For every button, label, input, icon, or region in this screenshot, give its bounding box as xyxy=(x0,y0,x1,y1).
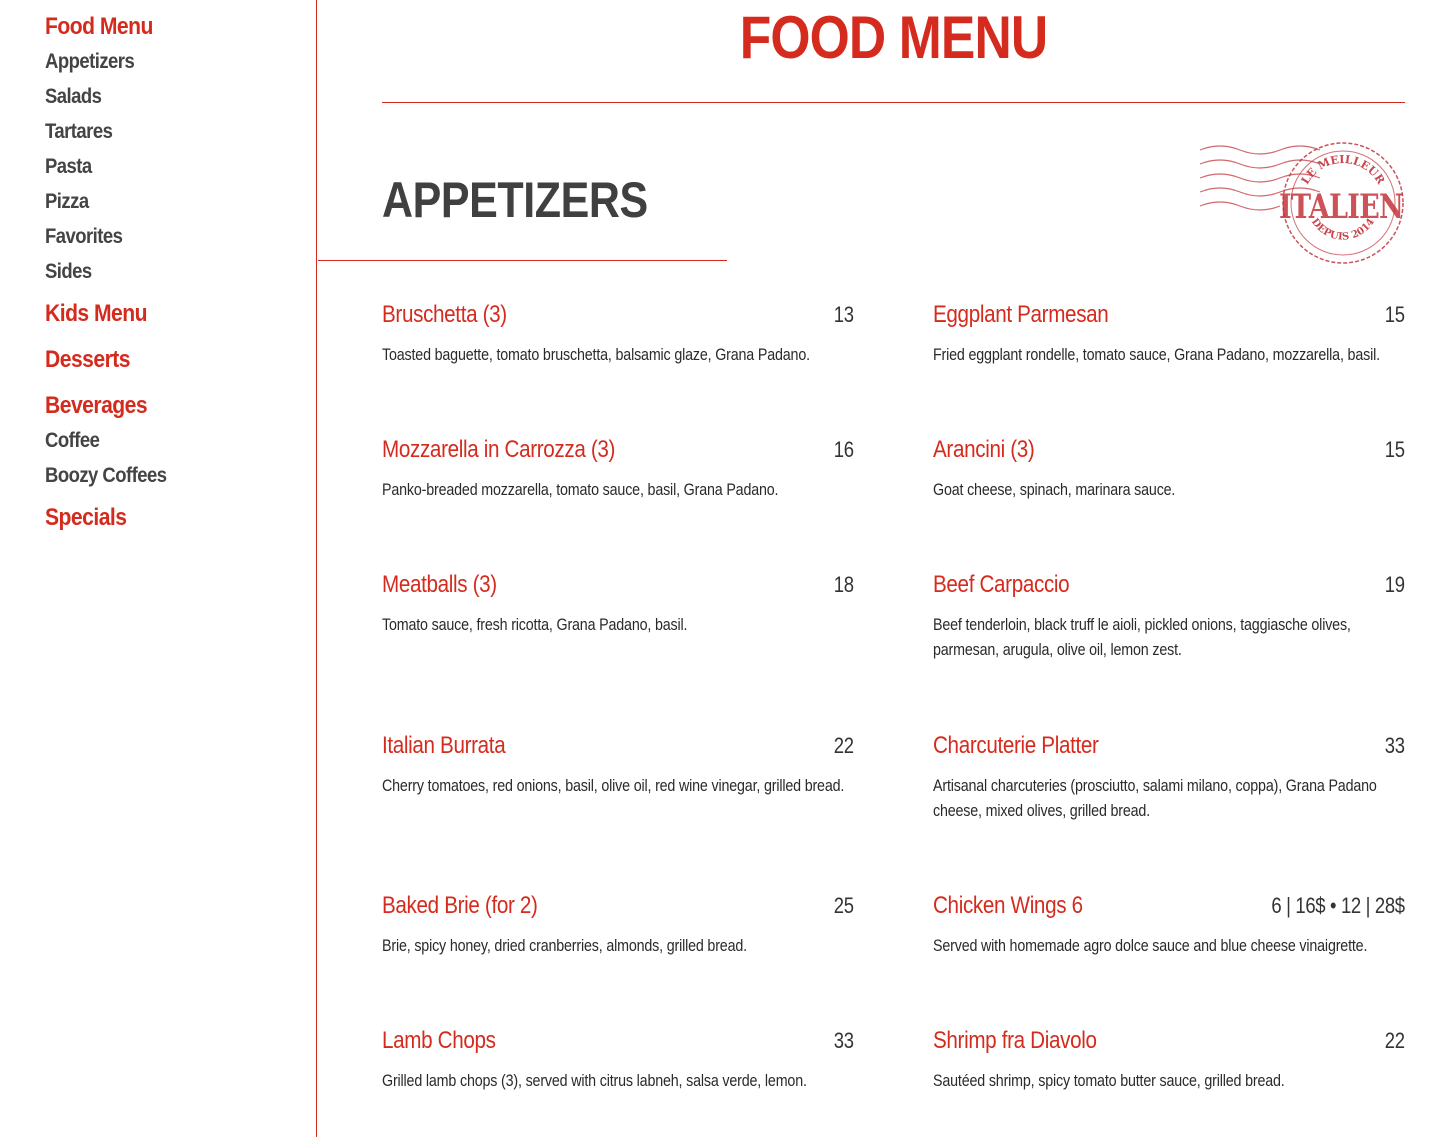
menu-item-price: 15 xyxy=(1385,302,1405,327)
menu-item-price: 19 xyxy=(1385,572,1405,597)
nav-item-sides[interactable]: Sides xyxy=(45,260,92,283)
menu-item-name: Arancini (3) xyxy=(933,436,1035,463)
nav-section-food-menu[interactable]: Food Menu xyxy=(45,13,153,40)
menu-item-name: Baked Brie (for 2) xyxy=(382,892,538,919)
title-divider xyxy=(382,102,1405,103)
menu-item xyxy=(382,1024,854,1093)
menu-item-price: 22 xyxy=(834,733,854,758)
menu-item-name: Charcuterie Platter xyxy=(933,732,1099,759)
nav-section-desserts[interactable]: Desserts xyxy=(45,346,131,373)
svg-text:LE MEILLEUR xyxy=(1299,153,1388,187)
menu-item-price: 33 xyxy=(1385,733,1405,758)
menu-item xyxy=(382,298,854,367)
menu-item-price: 22 xyxy=(1385,1028,1405,1053)
menu-item-name: Beef Carpaccio xyxy=(933,571,1070,598)
menu-item xyxy=(933,433,1405,502)
sidebar-nav xyxy=(0,0,317,1137)
menu-item-price: 18 xyxy=(834,572,854,597)
menu-item-name: Bruschetta (3) xyxy=(382,301,507,328)
menu-item-description: Cherry tomatoes, red onions, basil, olive oil, red wine vinegar, grilled bread. xyxy=(382,776,845,795)
menu-item-description: Artisanal charcuteries (prosciutto, salami milano, coppa), Grana Padano cheese, mixed olives, grilled bread. xyxy=(933,776,1377,820)
menu-item-name: Meatballs (3) xyxy=(382,571,497,598)
menu-item xyxy=(382,568,854,637)
menu-item xyxy=(382,889,854,958)
menu-item-description: Panko-breaded mozzarella, tomato sauce, basil, Grana Padano. xyxy=(382,480,779,499)
menu-item-price: 16 xyxy=(834,437,854,462)
stamp-top-text: LE MEILLEUR xyxy=(1298,152,1388,187)
stamp-main-text: ITALIEN xyxy=(1279,187,1403,227)
menu-item-name: Chicken Wings 6 xyxy=(933,892,1083,919)
nav-item-tartares[interactable]: Tartares xyxy=(45,120,113,143)
menu-item-price: 15 xyxy=(1385,437,1405,462)
menu-item xyxy=(933,568,1405,662)
nav-item-appetizers[interactable]: Appetizers xyxy=(45,50,135,73)
menu-item-name: Shrimp fra Diavolo xyxy=(933,1027,1097,1054)
category-nav xyxy=(45,10,305,535)
nav-item-favorites[interactable]: Favorites xyxy=(45,225,123,248)
menu-item-price: 13 xyxy=(834,302,854,327)
nav-item-pasta[interactable]: Pasta xyxy=(45,155,92,178)
menu-item-name: Eggplant Parmesan xyxy=(933,301,1109,328)
menu-item-name: Lamb Chops xyxy=(382,1027,496,1054)
menu-item-description: Beef tenderloin, black truff le aioli, pickled onions, taggiasche olives, parmesan, arugula, olive oil, lemon zest. xyxy=(933,615,1351,659)
menu-item-description: Grilled lamb chops (3), served with citrus labneh, salsa verde, lemon. xyxy=(382,1071,807,1090)
menu-item-description: Tomato sauce, fresh ricotta, Grana Padano, basil. xyxy=(382,615,688,634)
section-divider xyxy=(318,260,727,261)
menu-item-price: 25 xyxy=(834,893,854,918)
postmark-stamp-logo xyxy=(1198,140,1408,268)
section-title: APPETIZERS xyxy=(382,172,648,228)
page-title: FOOD MENU xyxy=(739,4,1048,71)
nav-section-specials[interactable]: Specials xyxy=(45,504,127,531)
menu-item-price: 33 xyxy=(834,1028,854,1053)
menu-item-description: Toasted baguette, tomato bruschetta, balsamic glaze, Grana Padano. xyxy=(382,345,810,364)
nav-item-boozy-coffees[interactable]: Boozy Coffees xyxy=(45,464,167,487)
menu-item xyxy=(933,889,1405,958)
nav-item-pizza[interactable]: Pizza xyxy=(45,190,89,213)
menu-item xyxy=(382,729,854,798)
menu-item-name: Italian Burrata xyxy=(382,732,506,759)
nav-section-beverages[interactable]: Beverages xyxy=(45,392,148,419)
menu-item-description: Brie, spicy honey, dried cranberries, almonds, grilled bread. xyxy=(382,936,747,955)
menu-item-description: Goat cheese, spinach, marinara sauce. xyxy=(933,480,1176,499)
menu-item-description: Fried eggplant rondelle, tomato sauce, Grana Padano, mozzarella, basil. xyxy=(933,345,1380,364)
menu-item xyxy=(382,433,854,502)
nav-item-salads[interactable]: Salads xyxy=(45,85,102,108)
menu-item xyxy=(933,298,1405,367)
nav-item-coffee[interactable]: Coffee xyxy=(45,429,100,452)
nav-section-kids-menu[interactable]: Kids Menu xyxy=(45,300,148,327)
menu-item-description: Served with homemade agro dolce sauce and blue cheese vinaigrette. xyxy=(933,936,1368,955)
menu-item xyxy=(933,1024,1405,1093)
stamp-bottom-text: DEPUIS 2014 xyxy=(1308,216,1377,243)
menu-item-price: 6 | 16$ • 12 | 28$ xyxy=(1271,893,1405,918)
menu-item xyxy=(933,729,1405,823)
menu-item-name: Mozzarella in Carrozza (3) xyxy=(382,436,616,463)
menu-item-description: Sautéed shrimp, spicy tomato butter sauce, grilled bread. xyxy=(933,1071,1285,1090)
